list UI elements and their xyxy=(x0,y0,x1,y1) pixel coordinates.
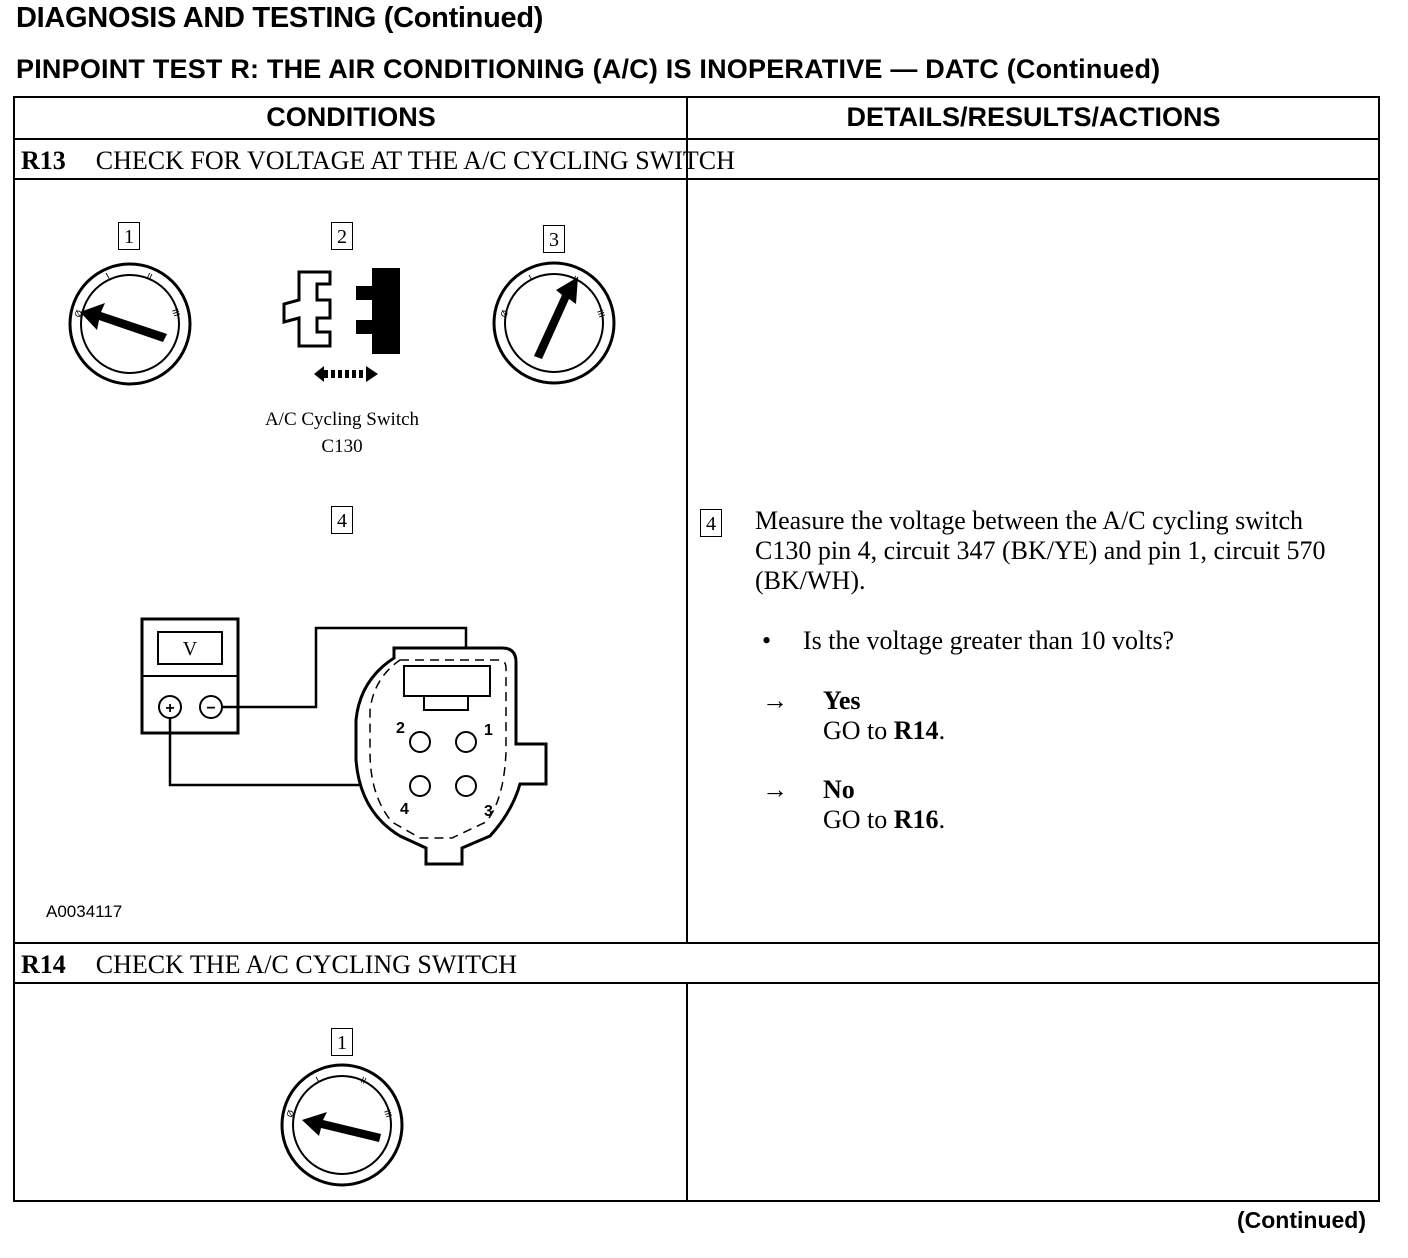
no-arrow-icon: → xyxy=(762,775,788,804)
connector-disconnect-icon xyxy=(284,268,400,382)
ign-mark-0: Ø xyxy=(284,1108,297,1119)
r14-callout-1: 1 xyxy=(331,1028,353,1056)
meter-label: V xyxy=(182,638,198,660)
page-heading: DIAGNOSIS AND TESTING (Continued) xyxy=(16,2,544,34)
question-bullet: • xyxy=(762,626,772,655)
pin-label-2: 2 xyxy=(396,720,405,737)
yes-target-link[interactable]: R14 xyxy=(893,716,939,745)
pin-label-4: 4 xyxy=(400,801,409,818)
callout-3: 3 xyxy=(543,225,565,253)
instruction-text: Measure the voltage between the A/C cycling switch C130 pin 4, circuit 347 (BK/YE) and pin 1, circuit 570 (BK/WH). xyxy=(755,506,1326,595)
ign-mark-1: I xyxy=(104,270,112,281)
go-to-text: GO to xyxy=(823,805,888,834)
ignition-switch-run-icon xyxy=(494,263,614,383)
column-header-details: DETAILS/RESULTS/ACTIONS xyxy=(846,102,1221,132)
go-to-text: GO to xyxy=(823,716,888,745)
connector-c130-face-icon xyxy=(356,648,546,864)
ign-mark-3: III xyxy=(595,308,608,319)
ign-mark-2: II xyxy=(145,270,154,282)
pinpoint-test-title: PINPOINT TEST R: THE AIR CONDITIONING (A/C) IS INOPERATIVE — DATC (Continued) xyxy=(16,54,1161,84)
yes-action xyxy=(823,716,945,746)
detail-callout-4: 4 xyxy=(700,509,722,537)
connector-label: C130 xyxy=(321,436,363,457)
no-target-link[interactable]: R16 xyxy=(893,805,939,834)
yes-arrow-icon: → xyxy=(762,686,788,715)
meter-plus-terminal: + xyxy=(165,700,175,717)
ign-mark-1: I xyxy=(527,272,535,283)
question-text: Is the voltage greater than 10 volts? xyxy=(803,626,1175,655)
ign-mark-3: III xyxy=(382,1108,395,1119)
step-id: R14 xyxy=(21,950,66,979)
switch-label: A/C Cycling Switch xyxy=(264,409,420,430)
ignition-switch-off-icon xyxy=(70,264,190,384)
switch-caption xyxy=(230,406,454,460)
ign-mark-3: III xyxy=(170,307,183,318)
pin-label-1: 1 xyxy=(484,722,493,739)
column-header-conditions: CONDITIONS xyxy=(266,102,436,132)
ign-mark-2: II xyxy=(359,1074,368,1086)
ign-mark-1: I xyxy=(314,1074,322,1085)
period: . xyxy=(938,805,946,834)
callout-2: 2 xyxy=(331,222,353,250)
meter-minus-terminal: − xyxy=(206,700,216,717)
continued-footer: (Continued) xyxy=(1236,1207,1366,1233)
step-id: R13 xyxy=(21,146,66,175)
callout-4: 4 xyxy=(331,506,353,534)
callout-1: 1 xyxy=(118,222,140,250)
voltmeter-icon xyxy=(142,619,238,733)
period: . xyxy=(938,716,946,745)
figure-code: A0034117 xyxy=(46,902,123,921)
step-title: CHECK FOR VOLTAGE AT THE A/C CYCLING SWITCH xyxy=(95,146,735,175)
ignition-switch-off-icon xyxy=(282,1065,402,1185)
step-title: CHECK THE A/C CYCLING SWITCH xyxy=(95,950,518,979)
ign-mark-2: II xyxy=(571,273,580,285)
no-label: No xyxy=(823,775,855,804)
ign-mark-0: Ø xyxy=(72,308,85,319)
yes-label: Yes xyxy=(823,686,861,715)
ign-mark-0: Ø xyxy=(498,308,511,319)
no-action xyxy=(823,805,945,835)
pin-label-3: 3 xyxy=(484,803,493,820)
